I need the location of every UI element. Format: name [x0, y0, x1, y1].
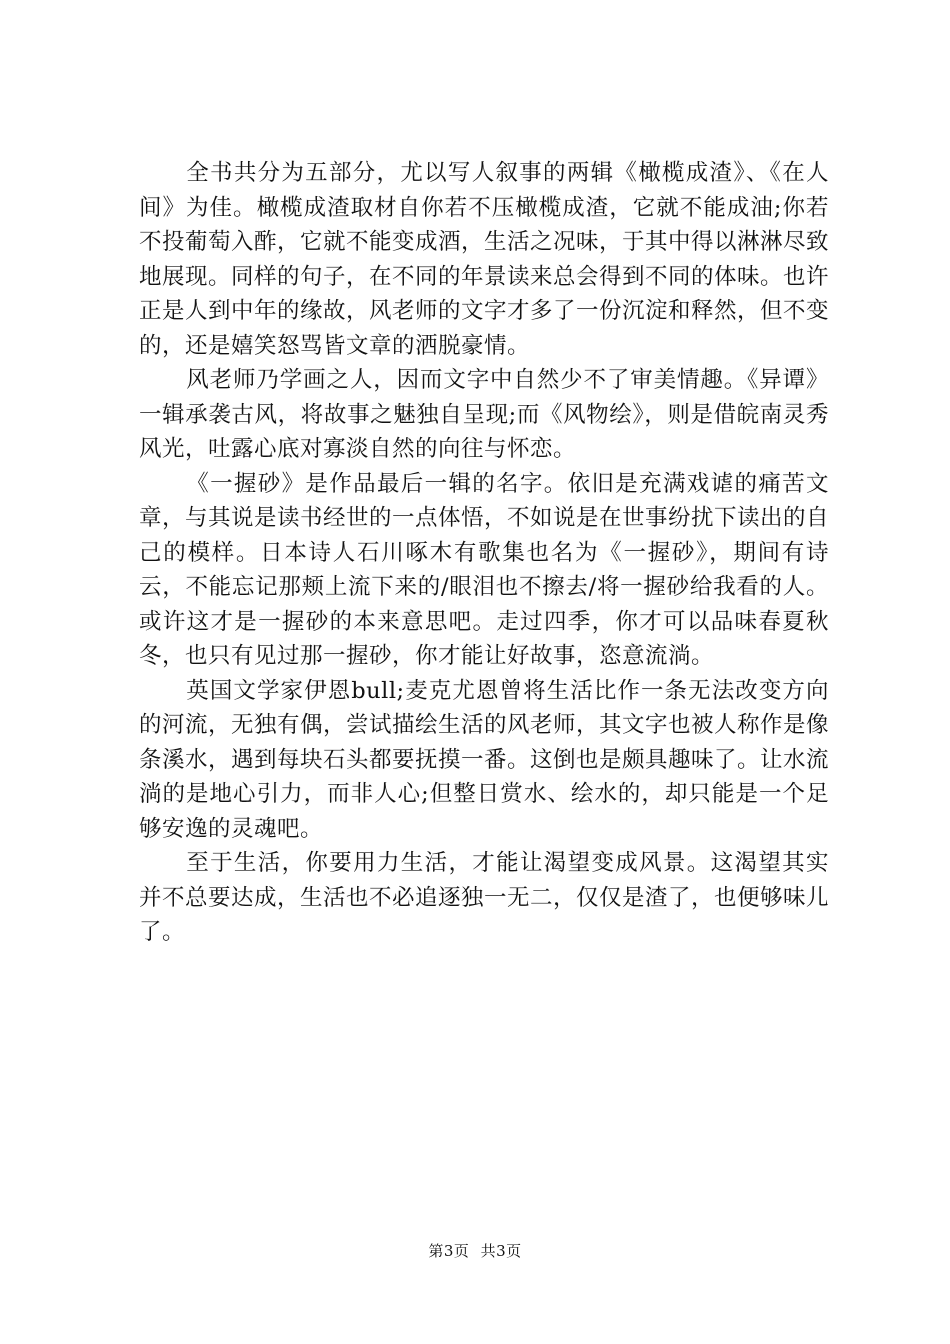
paragraph-4: 英国文学家伊恩bull;麦克尤恩曾将生活比作一条无法改变方向的河流，无独有偶，尝试描绘生活的风老师，其文字也被人称作是像条溪水，遇到每块石头都要抚摸一番。这倒也是颇具趣味了。让水流淌的是地心引力，而非人心;但整日赏水、绘水的，却只能是一个足够安逸的灵魂吧。 [139, 677, 830, 842]
page-total: 共3页 [480, 1242, 522, 1260]
document-body [139, 156, 829, 950]
page-number: 第3页 [428, 1242, 470, 1260]
paragraph-1: 全书共分为五部分，尤以写人叙事的两辑《橄榄成渣》、《在人间》为佳。橄榄成渣取材自你若不压橄榄成渣，它就不能成油;你若不投葡萄入酢，它就不能变成酒，生活之况味，于其中得以淋淋尽致地展现。同样的句子，在不同的年景读来总会得到不同的体味。也许正是人到中年的缘故，风老师的文字才多了一份沉淀和释然，但不变的，还是嬉笑怒骂皆文章的洒脱豪情。 [139, 160, 830, 359]
paragraph-2: 风老师乃学画之人，因而文字中自然少不了审美情趣。《异谭》一辑承袭古风，将故事之魅独自呈现;而《风物绘》，则是借皖南灵秀风光，吐露心底对寡淡自然的向往与怀恋。 [139, 367, 829, 462]
paragraph-5: 至于生活，你要用力生活，才能让渴望变成风景。这渴望其实并不总要达成，生活也不必追逐独一无二，仅仅是渣了，也便够味儿了。 [139, 850, 830, 945]
paragraph-3: 《一握砂》是作品最后一辑的名字。依旧是充满戏谑的痛苦文章，与其说是读书经世的一点体悟，不如说是在世事纷扰下读出的自己的模样。日本诗人石川啄木有歌集也名为《一握砂》，期间有诗云，不能忘记那颊上流下来的/眼泪也不擦去/将一握砂给我看的人。或许这才是一握砂的本来意思吧。走过四季，你才可以品味春夏秋冬，也只有见过那一握砂，你才能让好故事，恣意流淌。 [139, 470, 830, 669]
page-footer [0, 1241, 950, 1261]
